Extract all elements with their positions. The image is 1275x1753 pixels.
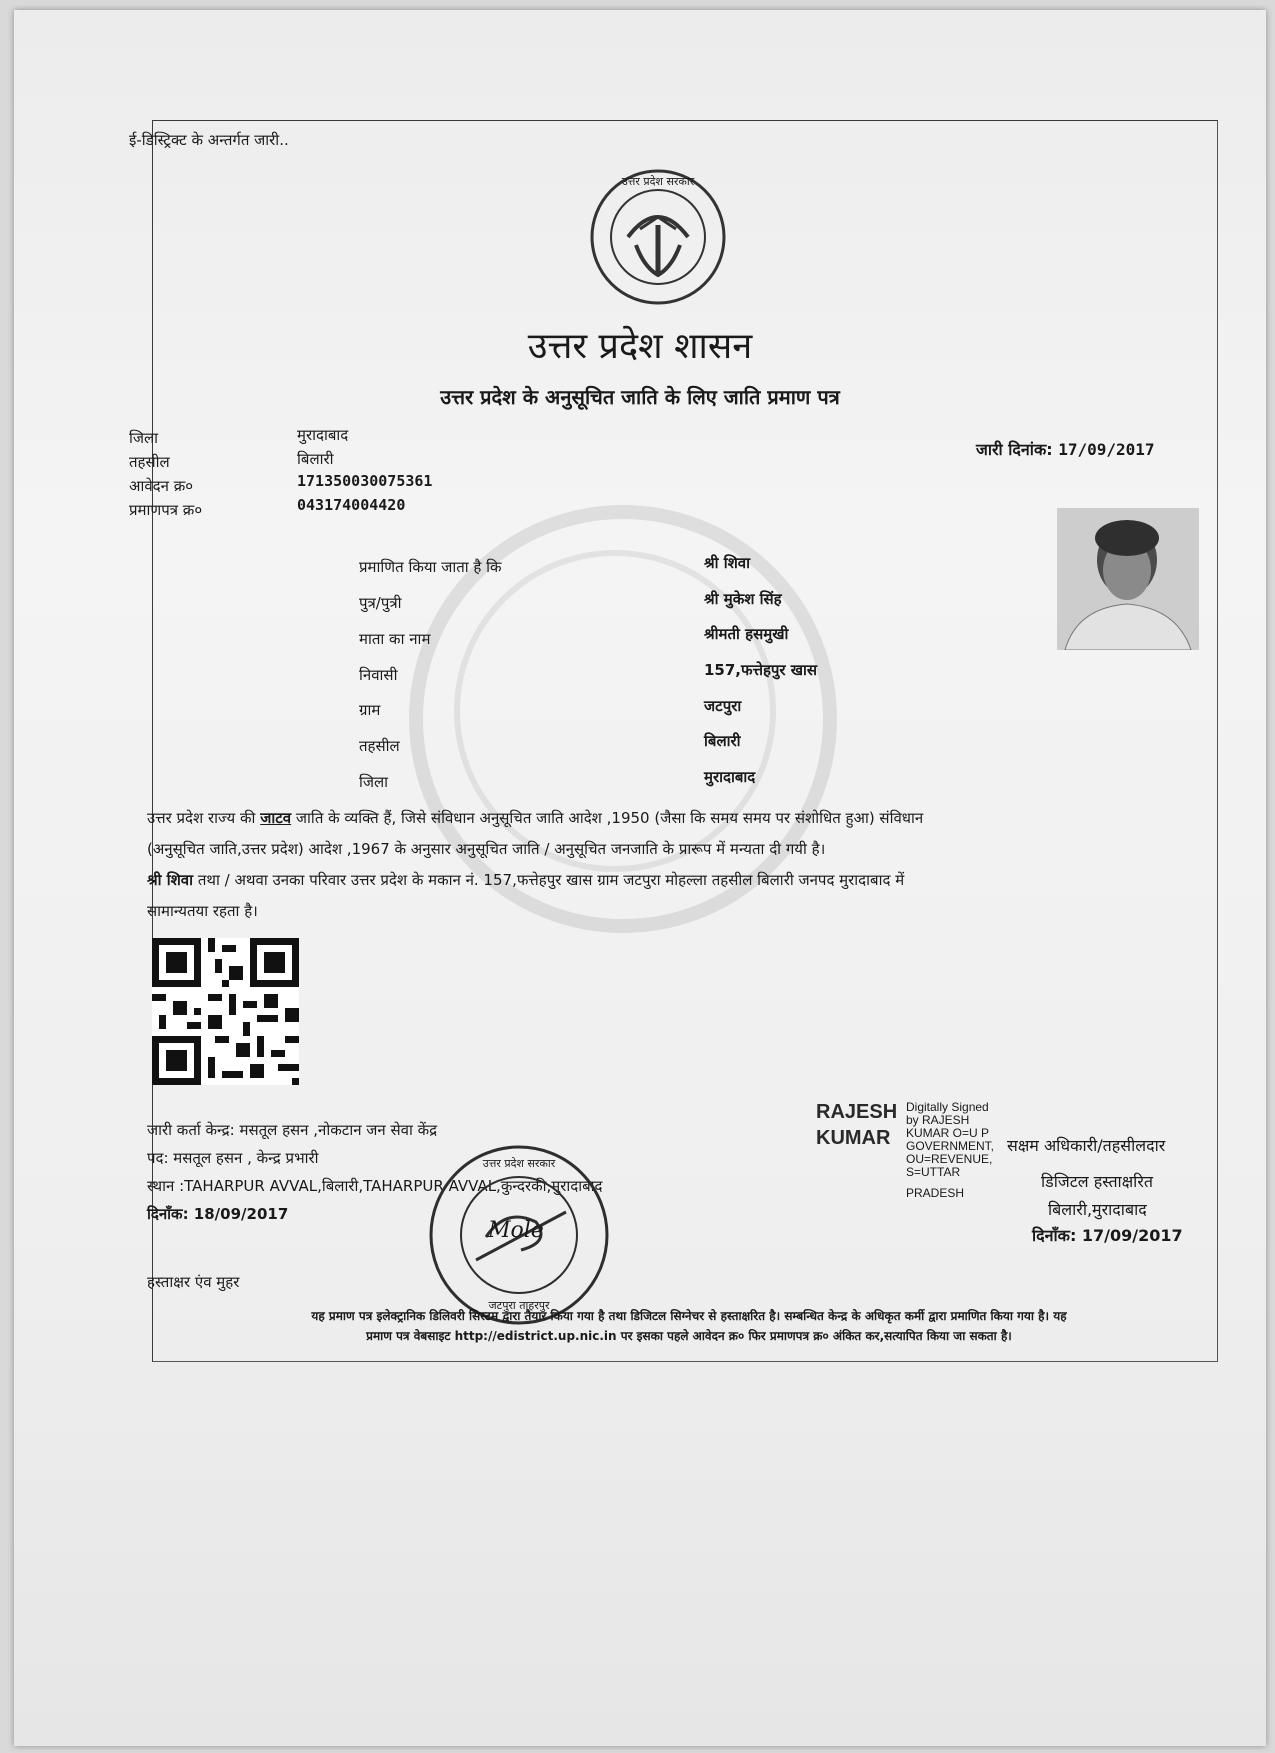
footer-line-1: यह प्रमाण पत्र इलेक्ट्रानिक डिलिवरी सिस्टम द्वारा तैयार किया गया है तथा डिजिटल सिग्नेचर से हस्ताक्षरित है। सम्बन्धित केन्द्र के अधिकृत कर्मी द्वारा प्रमाणित किया गया है। यह bbox=[311, 1309, 1067, 1323]
district-label: जिला bbox=[129, 429, 159, 447]
certificate-title: उत्तर प्रदेश के अनुसूचित जाति के लिए जाति प्रमाण पत्र bbox=[440, 385, 840, 409]
emblem-caption: उत्तर प्रदेश सरकार bbox=[621, 175, 695, 188]
stamp-handwritten-signature: Mole bbox=[488, 1218, 544, 1243]
detail-value: बिलारी bbox=[704, 732, 741, 750]
tehsil-value: बिलारी bbox=[297, 450, 334, 468]
tehsil-label: तहसील bbox=[129, 453, 170, 471]
body-line-1: उत्तर प्रदेश राज्य की जाटव जाति के व्यक्ति हैं, जिसे संविधान अनुसूचित जाति आदेश ,1950 (जैसा कि समय समय पर संशोधित हुआ) संविधान bbox=[147, 809, 924, 827]
detail-value: श्री शिवा bbox=[704, 554, 751, 572]
competent-authority: सक्षम अधिकारी/तहसीलदार bbox=[1007, 1136, 1166, 1155]
signature-seal-label: हस्ताक्षर एंव मुहर bbox=[147, 1273, 240, 1291]
center-seal-stamp bbox=[426, 1142, 612, 1328]
detail-label: जिला bbox=[359, 773, 389, 791]
issue-date-value: 17/09/2017 bbox=[1058, 440, 1155, 459]
certificate-body bbox=[147, 803, 1197, 927]
district-value: मुरादाबाद bbox=[297, 426, 349, 444]
detail-value: श्रीमती हसमुखी bbox=[704, 625, 789, 643]
application-number: 171350030075361 bbox=[297, 472, 433, 490]
detail-value: श्री मुकेश सिंह bbox=[704, 590, 782, 608]
issue-date bbox=[976, 438, 1155, 460]
body-line-2: (अनुसूचित जाति,उत्तर प्रदेश) आदेश ,1967 के अनुसार अनुसूचित जाति / अनुसूचित जनजाति के प्रारूप में मन्यता दी गयी है। bbox=[147, 840, 826, 858]
detail-label: निवासी bbox=[359, 666, 398, 684]
stamp-text: उत्तर प्रदेश सरकार bbox=[482, 1157, 556, 1170]
detail-value: 157,फत्तेहपुर खास bbox=[704, 661, 818, 679]
body-line-4: सामान्यतया रहता है। bbox=[147, 902, 258, 920]
detail-label: ग्राम bbox=[359, 701, 381, 719]
signature-location: बिलारी,मुरादाबाद bbox=[1048, 1200, 1147, 1219]
issuer-place: स्थान :TAHARPUR AVVAL,बिलारी,TAHARPUR AVVAL,कुन्दरकी,मुरादाबाद bbox=[147, 1177, 603, 1195]
issuing-center: जारी कर्ता केन्द्र: मसतूल हसन ,नोकटान जन सेवा केंद्र bbox=[147, 1121, 438, 1139]
application-label: आवेदन क्र० bbox=[129, 477, 194, 495]
detail-label: तहसील bbox=[359, 737, 400, 755]
digitally-signed-label: डिजिटल हस्ताक्षरित bbox=[1041, 1172, 1153, 1191]
detail-label: प्रमाणित किया जाता है कि bbox=[359, 558, 502, 576]
caste-name: जाटव bbox=[260, 809, 292, 827]
issue-date-label: जारी दिनांक: bbox=[976, 440, 1053, 459]
digital-signature-details: Digitally Signed by RAJESH KUMAR O=U P GOVERNMENT, OU=REVENUE, S=UTTAR PRADESH bbox=[906, 1100, 995, 1200]
detail-value: जटपुरा bbox=[704, 697, 742, 715]
issuer-date: दिनाँक: 18/09/2017 bbox=[147, 1205, 289, 1223]
certificate-number-label: प्रमाणपत्र क्र० bbox=[129, 501, 203, 519]
detail-value: मुरादाबाद bbox=[704, 768, 756, 786]
certificate-number: 043174004420 bbox=[297, 496, 406, 514]
footer-note bbox=[164, 1306, 1214, 1346]
footer-line-2: प्रमाण पत्र वेबसाइट http://edistrict.up.nic.in पर इसका पहले आवेदन क्र० फिर प्रमाणपत्र क्र० अंकित कर,सत्यापित किया जा सकता है। bbox=[366, 1329, 1012, 1343]
body-line-3: श्री शिवा तथा / अथवा उनका परिवार उत्तर प्रदेश के मकान नं. 157,फत्तेहपुर खास ग्राम जटपुरा मोहल्ला तहसील बिलारी जनपद मुरादाबाद में bbox=[147, 871, 905, 889]
stamp-bottom-text: जटपुरा ताहरपुर bbox=[488, 1299, 550, 1312]
certificate-page bbox=[14, 10, 1266, 1746]
detail-label: पुत्र/पुत्री bbox=[359, 594, 402, 612]
qr-code bbox=[152, 938, 299, 1085]
detail-label: माता का नाम bbox=[359, 630, 431, 648]
edistrict-note: ई-डिस्ट्रिक्ट के अन्तर्गत जारी.. bbox=[129, 131, 289, 149]
issuer-post: पद: मसतूल हसन , केन्द्र प्रभारी bbox=[147, 1149, 319, 1167]
applicant-photo bbox=[1057, 508, 1199, 650]
person-name: श्री शिवा bbox=[147, 871, 194, 889]
signature-date: दिनाँक: 17/09/2017 bbox=[1032, 1226, 1183, 1245]
government-title: उत्तर प्रदेश शासन bbox=[527, 326, 753, 367]
signer-name: RAJESH KUMAR bbox=[816, 1101, 898, 1149]
